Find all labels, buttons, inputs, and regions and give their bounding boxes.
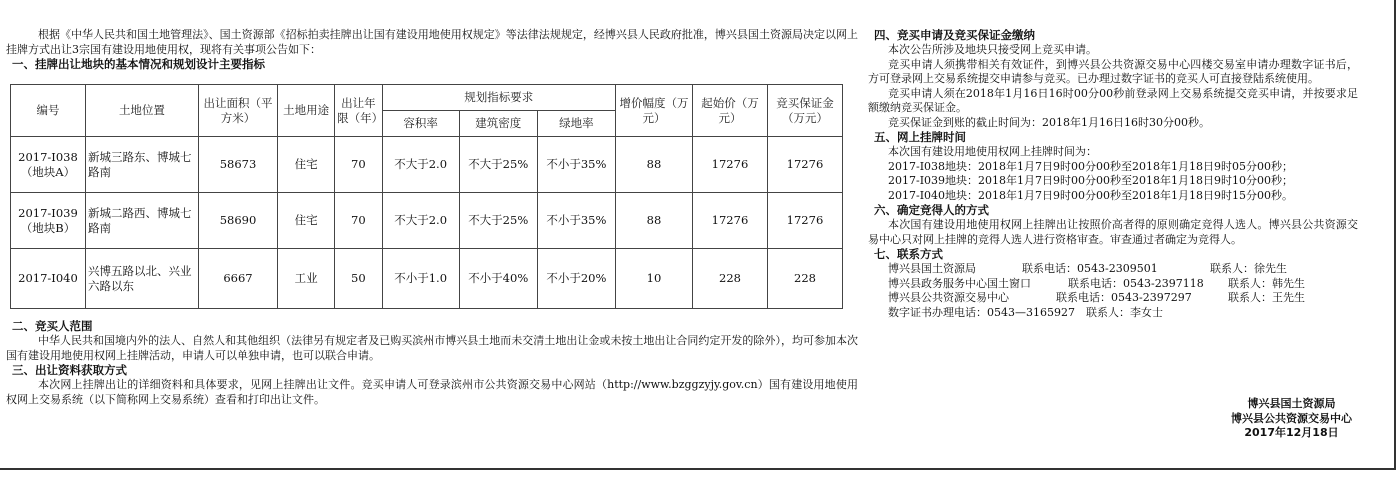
header-planning: 规划指标要求 (382, 85, 615, 111)
cell-density: 不小于40% (459, 249, 537, 309)
cell-area: 6667 (198, 249, 277, 309)
cell-green: 不小于20% (537, 249, 615, 309)
table-row (11, 249, 843, 309)
cell-deposit: 17276 (767, 137, 842, 193)
cell-far: 不大于2.0 (382, 193, 459, 249)
contact-phone: 联系电话：0543-2397297 (1056, 291, 1192, 304)
cert-contact-line: 数字证书办理电话：0543—3165927 联系人：李女士 (888, 305, 1163, 319)
section5-heading: 五、网上挂牌时间 (874, 130, 966, 144)
contact-phone: 联系电话：0543-2309501 (1022, 262, 1158, 275)
contact-org: 博兴县政务服务中心国土窗口 (888, 276, 1031, 290)
schedule-line: 2017-I040地块：2018年1月7日9时00分00秒至2018年1月18日9时15分00秒。 (888, 188, 1294, 202)
cell-green: 不小于35% (537, 137, 615, 193)
contact-row (868, 277, 1358, 292)
contact-org: 博兴县国土资源局 (888, 262, 976, 275)
cell-increment: 88 (615, 193, 692, 249)
cell-use: 工业 (278, 249, 335, 309)
contact-person: 联系人：韩先生 (1228, 276, 1305, 290)
right-column (868, 28, 1358, 320)
section4-heading: 四、竞买申请及竞买保证金缴纳 (874, 28, 1035, 42)
section2-text: 中华人民共和国境内外的法人、自然人和其他组织（法律另有规定者及已购买滨州市博兴县土地而未交清土地出让金或未按土地出让合同约定开发的除外），均可参加本次国有建设用地使用权网上挂牌活动，申请人可以单独申请，也可以联合申请。 (6, 334, 858, 362)
signature-org-1: 博兴县国土资源局 (1247, 397, 1336, 410)
cell-increment: 88 (615, 137, 692, 193)
header-term: 出让年限（年） (335, 85, 383, 137)
header-use: 土地用途 (278, 85, 335, 137)
cell-id: 2017-I040 (11, 249, 86, 309)
cell-location: 新城三路东、博城七路南 (85, 137, 198, 193)
cell-location: 新城二路西、博城七路南 (85, 193, 198, 249)
cell-green: 不小于35% (537, 193, 615, 249)
header-location: 土地位置 (85, 85, 198, 137)
cell-area: 58690 (198, 193, 277, 249)
contact-row (868, 291, 1358, 306)
cell-start-price: 228 (693, 249, 768, 309)
cell-density: 不大于25% (459, 137, 537, 193)
contact-phone: 联系电话：0543-2397118 (1068, 276, 1204, 290)
contact-row (868, 262, 1358, 277)
section7-heading: 七、联系方式 (874, 247, 943, 261)
header-green: 绿地率 (537, 111, 615, 137)
contact-person: 联系人：王先生 (1228, 291, 1305, 304)
cell-term: 70 (335, 137, 383, 193)
cell-area: 58673 (198, 137, 277, 193)
signature-block (1231, 397, 1352, 441)
schedule-line: 2017-I039地块：2018年1月7日9时00分00秒至2018年1月18日9时10分00秒； (888, 174, 1294, 187)
section4-p3: 竞买申请人须在2018年1月16日16时00分00秒前登录网上交易系统提交竞买申请，并按要求足额缴纳竞买保证金。 (868, 86, 1358, 114)
cell-term: 70 (335, 193, 383, 249)
header-deposit: 竞买保证金（万元） (767, 85, 842, 137)
header-start-price: 起始价（万元） (693, 85, 768, 137)
header-density: 建筑密度 (459, 111, 537, 137)
table-row (11, 137, 843, 193)
cell-use: 住宅 (278, 137, 335, 193)
cell-far: 不小于1.0 (382, 249, 459, 309)
cell-id: 2017-I038（地块A） (11, 137, 86, 193)
land-parcel-table (10, 84, 843, 309)
schedule-line: 2017-I038地块：2018年1月7日9时00分00秒至2018年1月18日9时05分00秒； (888, 159, 1294, 173)
section4-p1: 本次公告所涉及地块只接受网上竞买申请。 (888, 43, 1097, 56)
section3-heading: 三、出让资料获取方式 (12, 363, 127, 377)
signature-date: 2017年12月18日 (1244, 426, 1339, 439)
section1-heading: 一、挂牌出让地块的基本情况和规划设计主要指标 (12, 57, 265, 71)
intro-paragraph: 根据《中华人民共和国土地管理法》、国土资源部《招标拍卖挂牌出让国有建设用地使用权规定》等法律法规规定，经博兴县人民政府批准，博兴县国土资源局决定以网上挂牌方式出让3宗国有建设用地使用权，现将有关事项公告如下： (6, 28, 858, 56)
cell-increment: 10 (615, 249, 692, 309)
cell-location: 兴博五路以北、兴业六路以东 (85, 249, 198, 309)
section4-p4: 竞买保证金到账的截止时间为：2018年1月16日16时30分00秒。 (888, 115, 1210, 129)
section6-heading: 六、确定竞得人的方式 (874, 203, 989, 217)
section2-heading: 二、竞买人范围 (12, 319, 93, 333)
contact-person: 联系人：徐先生 (1210, 262, 1287, 275)
left-column (6, 28, 858, 407)
cell-start-price: 17276 (693, 193, 768, 249)
section6-text: 本次国有建设用地使用权网上挂牌出让按照价高者得的原则确定竞得人选人。博兴县公共资源交易中心只对网上挂牌的竞得人选人进行资格审查。审查通过者确定为竞得人。 (868, 218, 1358, 246)
cell-far: 不大于2.0 (382, 137, 459, 193)
header-area: 出让面积（平方米） (198, 85, 277, 137)
cell-start-price: 17276 (693, 137, 768, 193)
table-row (11, 193, 843, 249)
header-far: 容积率 (382, 111, 459, 137)
signature-org-2: 博兴县公共资源交易中心 (1231, 411, 1352, 425)
cell-density: 不大于25% (459, 193, 537, 249)
cell-term: 50 (335, 249, 383, 309)
cell-deposit: 17276 (767, 193, 842, 249)
cell-use: 住宅 (278, 193, 335, 249)
section4-p2: 竞买申请人须携带相关有效证件，到博兴县公共资源交易中心四楼交易室申请办理数字证书后，方可登录网上交易系统提交申请参与竞买。已办理过数字证书的竞买人可直接登陆系统使用。 (868, 57, 1358, 85)
section5-intro: 本次国有建设用地使用权网上挂牌时间为： (888, 145, 1097, 158)
contact-org: 博兴县公共资源交易中心 (888, 291, 1009, 304)
cell-id: 2017-I039（地块B） (11, 193, 86, 249)
section3-text: 本次网上挂牌出让的详细资料和具体要求，见网上挂牌出让文件。竞买申请人可登录滨州市公共资源交易中心网站（http://www.bzggzyjy.gov.cn）国有建设用地使用权网上交易系统（以下简称网上交易系统）查看和打印出让文件。 (6, 378, 858, 406)
cell-deposit: 228 (767, 249, 842, 309)
header-increment: 增价幅度（万元） (615, 85, 692, 137)
header-id: 编号 (11, 85, 86, 137)
